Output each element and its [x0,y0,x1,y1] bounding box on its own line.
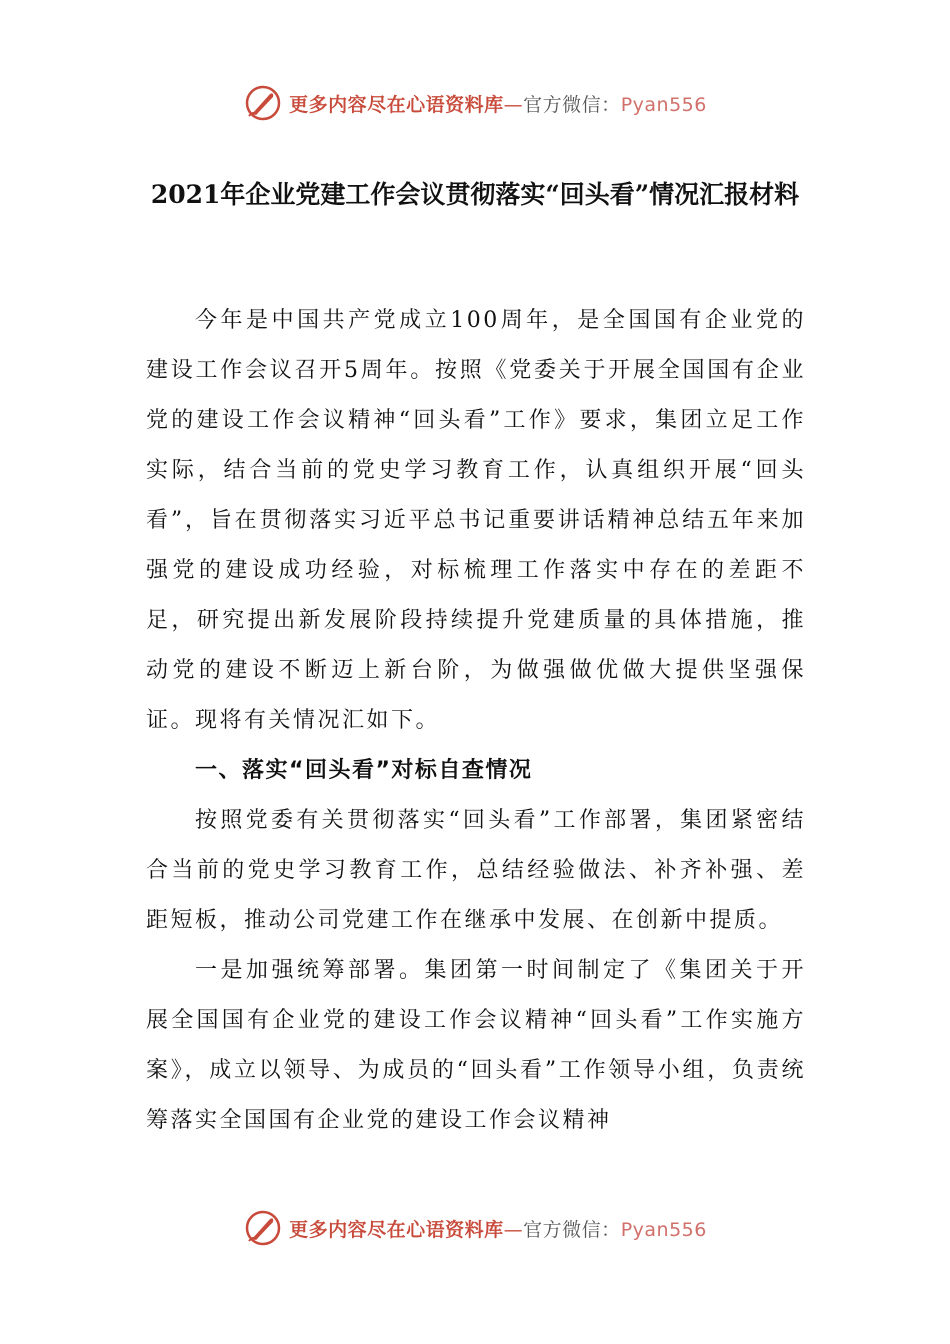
header-watermark-banner [0,81,950,125]
banner-text [289,90,707,117]
quill-pen-logo-icon [243,83,283,123]
document-title: 2021年企业党建工作会议贯彻落实“回头看”情况汇报材料 [150,180,800,209]
banner-wechat-label: 官方微信： [523,1218,621,1241]
banner-dash: — [503,93,524,116]
banner-wechat-id: Pyan556 [620,93,707,116]
banner-site-name: 更多内容尽在心语资料库 [289,1218,504,1241]
body-paragraph: 今年是中国共产党成立100周年，是全国国有企业党的建设工作会议召开5周年。按照《党委关于开展全国国有企业党的建设工作会议精神“回头看”工作》要求，集团立足工作实际，结合当前的党史学习教育工作，认真组织开展“回头看”，旨在贯彻落实习近平总书记重要讲话精神总结五年来加强党的建设成功经验，对标梳理工作落实中存在的差距不足，研究提出新发展阶段持续提升党建质量的具体措施，推动党的建设不断迈上新台阶，为做强做优做大提供坚强保证。现将有关情况汇如下。 [146,308,806,733]
section-heading: 一、落实“回头看”对标自查情况 [195,758,533,783]
banner-site-name: 更多内容尽在心语资料库 [289,93,504,116]
banner-wechat-id: Pyan556 [620,1218,707,1241]
document-body [146,296,806,1146]
footer-watermark-banner [0,1206,950,1250]
banner-dash: — [503,1218,524,1241]
banner-text [289,1215,707,1242]
body-paragraph: 一是加强统筹部署。集团第一时间制定了《集团关于开展全国国有企业党的建设工作会议精神“回头看”工作实施方案》，成立以领导、为成员的“回头看”工作领导小组，负责统筹落实全国国有企业党的建设工作会议精神 [146,958,806,1133]
banner-wechat-label: 官方微信： [523,93,621,116]
quill-pen-logo-icon [243,1208,283,1248]
body-paragraph: 按照党委有关贯彻落实“回头看”工作部署，集团紧密结合当前的党史学习教育工作，总结经验做法、补齐补强、差距短板，推动公司党建工作在继承中发展、在创新中提质。 [146,808,806,933]
